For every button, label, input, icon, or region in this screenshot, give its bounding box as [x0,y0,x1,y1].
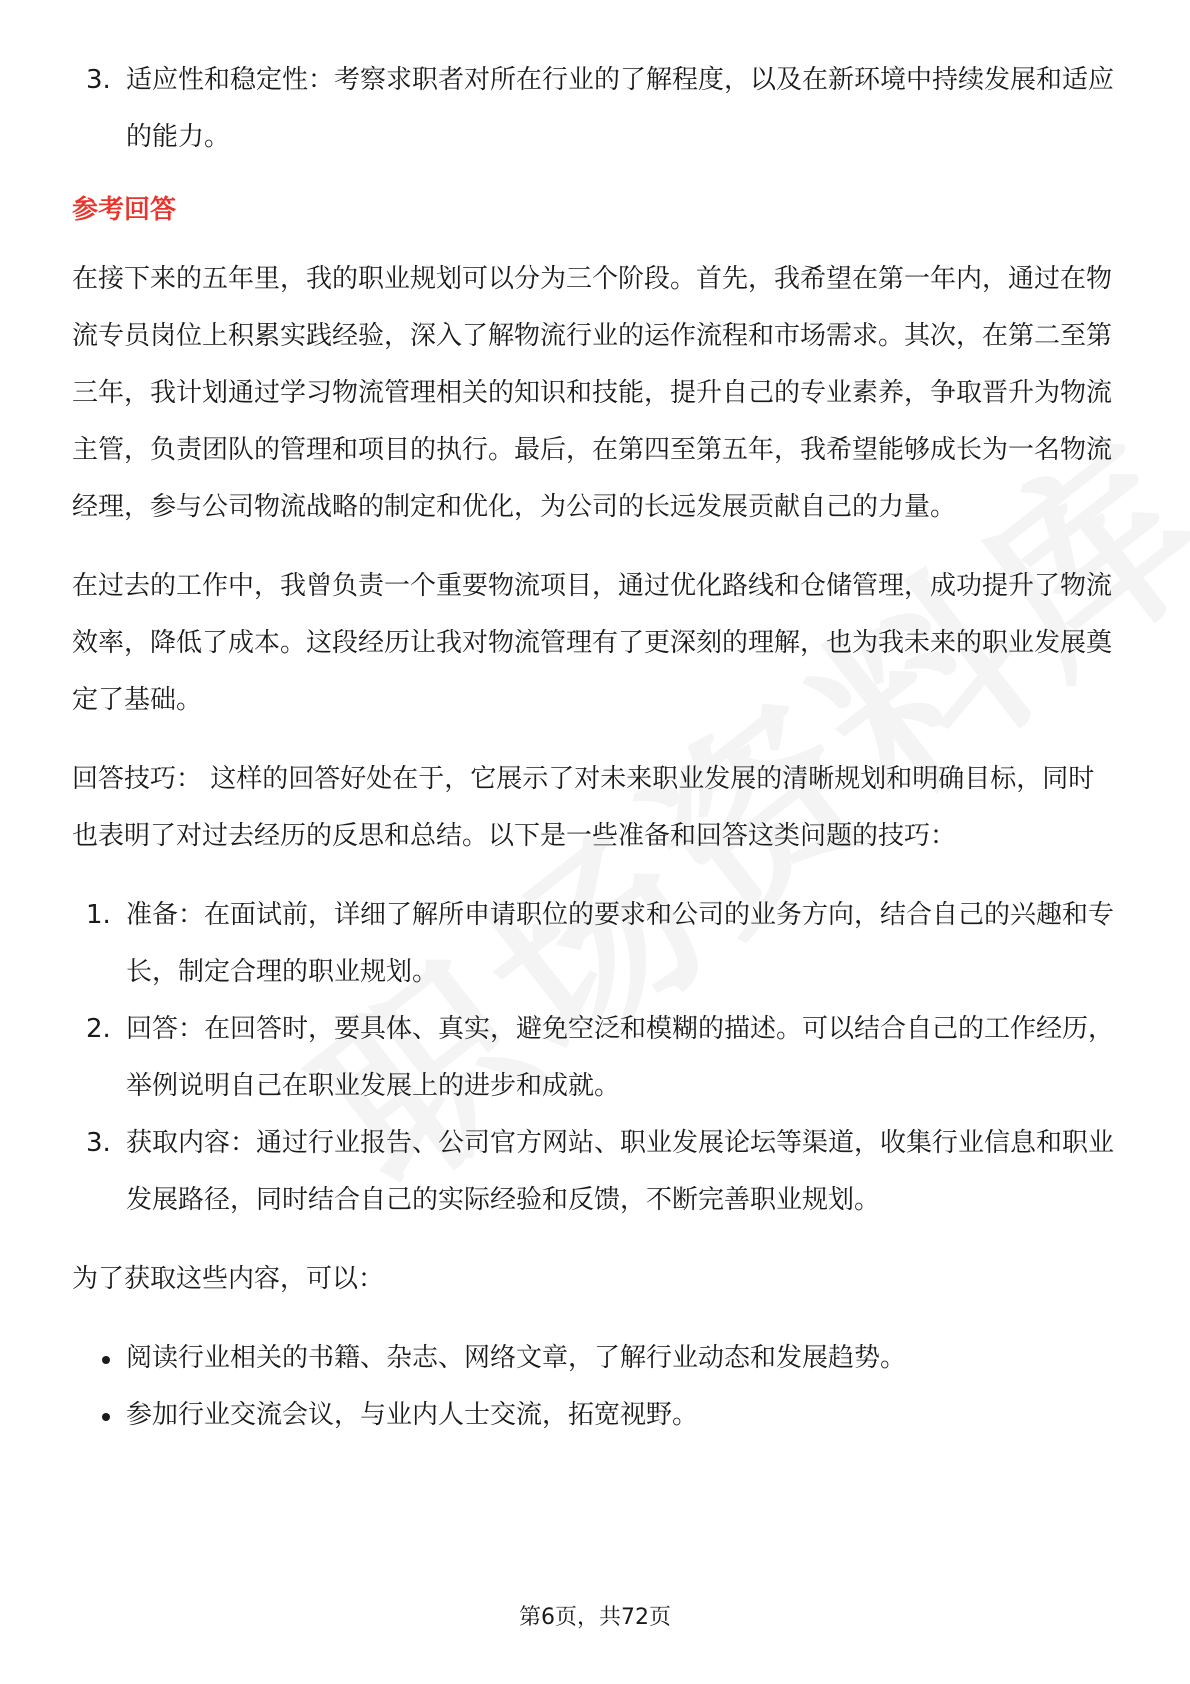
list-item-text: 参加行业交流会议，与业内人士交流，拓宽视野。 [126,1400,699,1430]
page-content [72,52,1118,1444]
bullet-list [72,1330,1118,1444]
list-item [72,887,1118,1001]
list-number: 1. [86,900,111,930]
list-item [72,1115,1118,1229]
list-item-text: 获取内容：通过行业报告、公司官方网站、职业发展论坛等渠道，收集行业信息和职业发展路径，同时结合自己的实际经验和反馈，不断完善职业规划。 [126,1128,1115,1215]
list-item [72,1387,1118,1444]
tips-intro-paragraph: 回答技巧： 这样的回答好处在于，它展示了对未来职业发展的清晰规划和明确目标，同时也表明了对过去经历的反思和总结。以下是一些准备和回答这类问题的技巧： [72,764,1095,851]
answer-paragraph-2: 在过去的工作中，我曾负责一个重要物流项目，通过优化路线和仓储管理，成功提升了物流效率，降低了成本。这段经历让我对物流管理有了更深刻的理解，也为我未来的职业发展奠定了基础。 [72,571,1113,715]
tips-list [72,887,1118,1229]
list-item [72,1330,1118,1387]
page-footer: 第6页，共72页 [519,1605,671,1630]
list-item-text: 阅读行业相关的书籍、杂志、网络文章，了解行业动态和发展趋势。 [126,1343,907,1373]
bullets-intro: 为了获取这些内容，可以： [72,1264,385,1294]
list-item-text: 准备：在面试前，详细了解所申请职位的要求和公司的业务方向，结合自己的兴趣和专长，制定合理的职业规划。 [126,900,1115,987]
section-title: 参考回答 [72,195,177,225]
list-item-text: 适应性和稳定性：考察求职者对所在行业的了解程度，以及在新环境中持续发展和适应的能力。 [126,65,1115,152]
answer-paragraph-1: 在接下来的五年里，我的职业规划可以分为三个阶段。首先，我希望在第一年内，通过在物流专员岗位上积累实践经验，深入了解物流行业的运作流程和市场需求。其次，在第二至第三年，我计划通过学习物流管理相关的知识和技能，提升自己的专业素养，争取晋升为物流主管，负责团队的管理和项目的执行。最后，在第四至第五年，我希望能够成长为一名物流经理，参与公司物流战略的制定和优化，为公司的长远发展贡献自己的力量。 [72,264,1113,522]
list-number: 3. [86,65,111,95]
list-number: 3. [86,1128,111,1158]
criteria-list [72,52,1118,166]
list-item-text: 回答：在回答时，要具体、真实，避免空泛和模糊的描述。可以结合自己的工作经历，举例说明自己在职业发展上的进步和成就。 [126,1014,1115,1101]
bullet-icon [102,1413,110,1421]
list-number: 2. [86,1014,111,1044]
list-item [72,1001,1118,1115]
list-item [72,52,1118,166]
bullet-icon [102,1356,110,1364]
